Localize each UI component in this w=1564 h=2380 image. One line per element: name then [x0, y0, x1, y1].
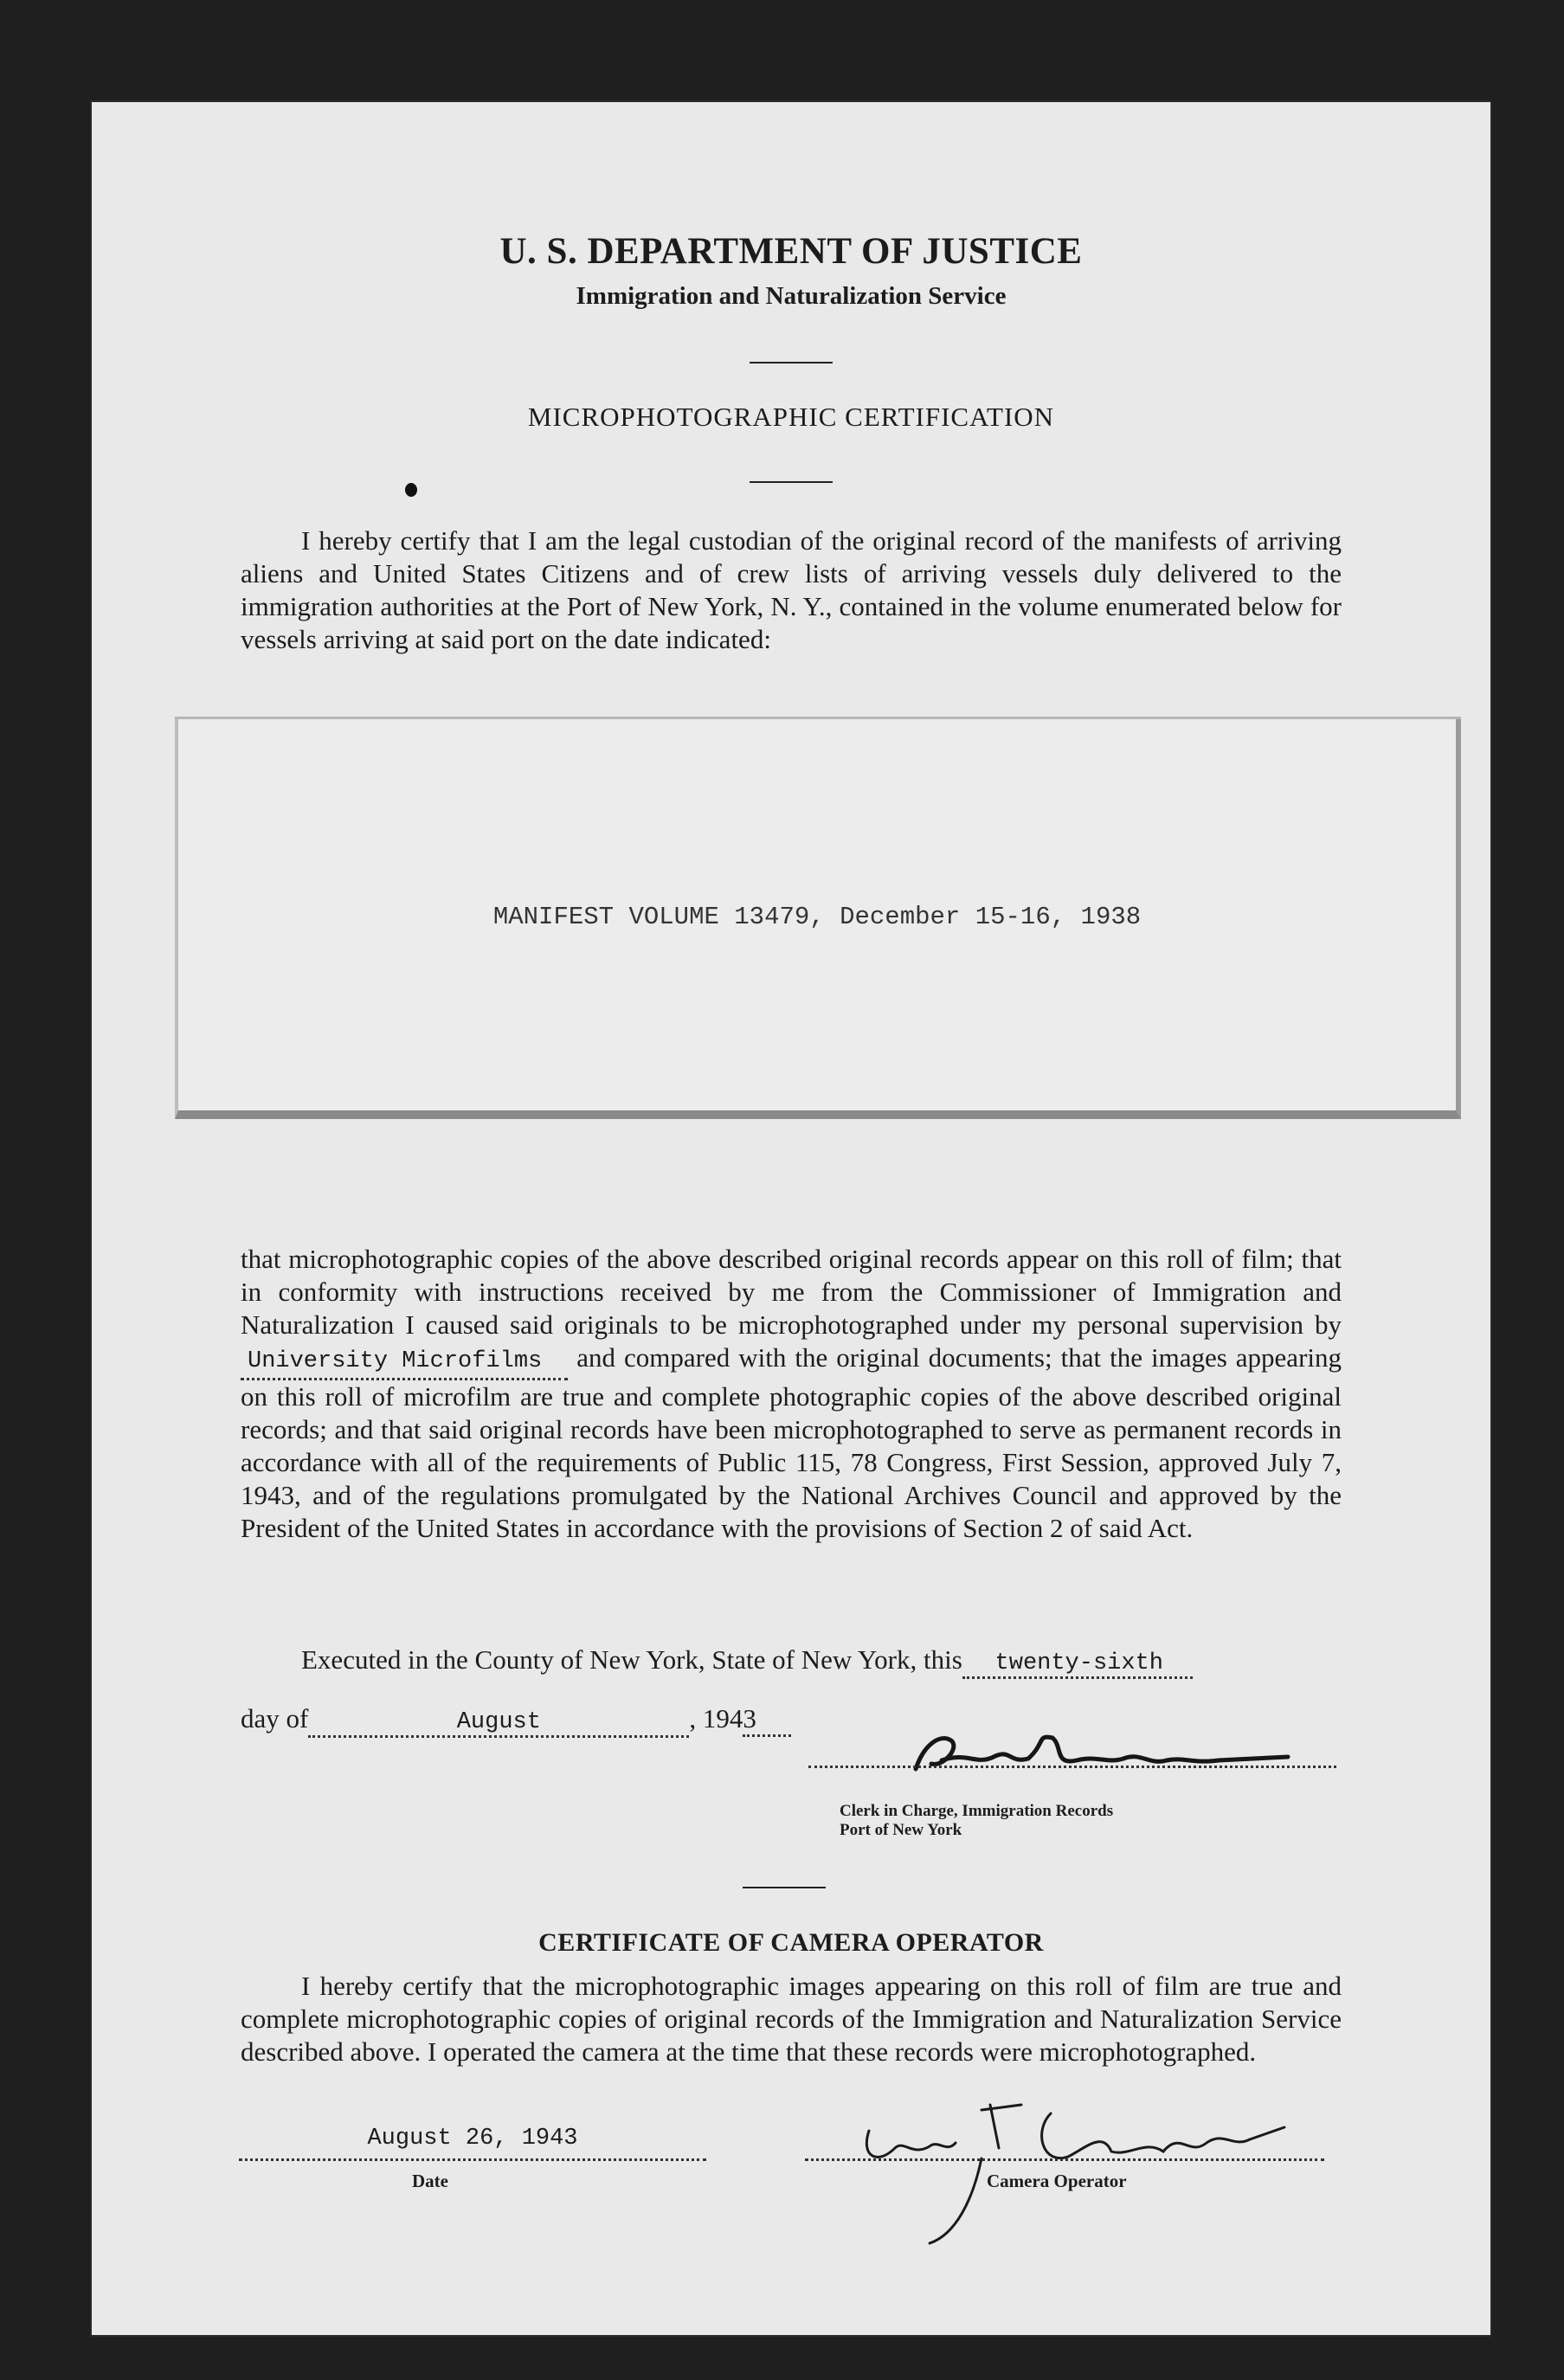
month-field [308, 1703, 689, 1738]
divider [743, 1887, 826, 1888]
clerk-title-line2: Port of New York [840, 1821, 962, 1839]
volume-slip [175, 719, 1461, 1119]
execution-text: Executed in the County of New York, State of New York, this [301, 1644, 962, 1675]
camera-certificate-text: I hereby certify that the microphotographic images appearing on this roll of film are true and complete microphotographic copies of original records of the Immigration and Naturalization Service described above. I operated the camera at the time that these records were microphotographed. [241, 1971, 1342, 2067]
execution-line [301, 1644, 1193, 1679]
day-value: twenty-sixth [994, 1650, 1163, 1676]
divider [750, 481, 833, 483]
clerk-signature [907, 1726, 1340, 1786]
certification-title: MICROPHOTOGRAPHIC CERTIFICATION [527, 402, 1055, 432]
camera-date-field [239, 2126, 706, 2161]
camera-operator-signature [852, 2079, 1336, 2252]
year-suffix: 3 [743, 1703, 756, 1734]
punch-mark [405, 483, 417, 497]
camera-operator-signature-line [805, 2158, 1324, 2161]
certificate-page [90, 100, 1492, 2337]
manifest-volume-text: MANIFEST VOLUME 13479, December 15-16, 1938 [492, 903, 1142, 931]
divider [750, 362, 833, 363]
clerk-signature-line [808, 1766, 1336, 1768]
custodian-paragraph: I hereby certify that I am the legal custodian of the original record of the manifests of arriving aliens and United States Citizens and of crew lists of arriving vessels duly delivered to the immigration authorities at the Port of New York, N. Y., contained in the volume enumerated below for vessels arriving at said port on the date indicated: [241, 525, 1342, 654]
service-subheading: Immigration and Naturalization Service [576, 282, 1007, 310]
camera-operator-label: Camera Operator [987, 2171, 1127, 2191]
year-field [743, 1703, 791, 1737]
department-heading: U. S. DEPARTMENT OF JUSTICE [499, 231, 1083, 272]
body-text-before: that microphotographic copies of the above described original records appear on this roll of film; that in conformity with instructions received by me from the Commissioner of Immigration and Naturalization I caused said originals to be microphotographed under my personal supervision by [241, 1244, 1342, 1340]
camera-certificate-title: CERTIFICATE OF CAMERA OPERATOR [538, 1928, 1044, 1957]
day-field [962, 1644, 1193, 1679]
certification-body [241, 1243, 1342, 1545]
filmer-value: University Microfilms [248, 1348, 543, 1374]
body-text-after: and compared with the original documents; that the images appearing on this roll of microfilm are true and complete photographic copies of the above described original records; and that said original records have been microphotographed to serve as permanent records in accordance with all of the requirements of Public 115, 78 Congress, First Session, approved July 7, 1943, and of the regulations promulgated by the National Archives Council and approved by the President of the United States in accordance with the provisions of Section 2 of said Act. [241, 1342, 1342, 1543]
day-of-line [241, 1703, 791, 1738]
filmer-field [241, 1341, 568, 1380]
clerk-title [840, 1802, 1113, 1840]
month-value: August [456, 1709, 541, 1735]
camera-date-value: August 26, 1943 [367, 2126, 578, 2152]
year-prefix: , 194 [689, 1703, 743, 1734]
date-label: Date [412, 2171, 448, 2191]
day-of-label: day of [241, 1703, 309, 1734]
clerk-title-line1: Clerk in Charge, Immigration Records [840, 1802, 1114, 1820]
